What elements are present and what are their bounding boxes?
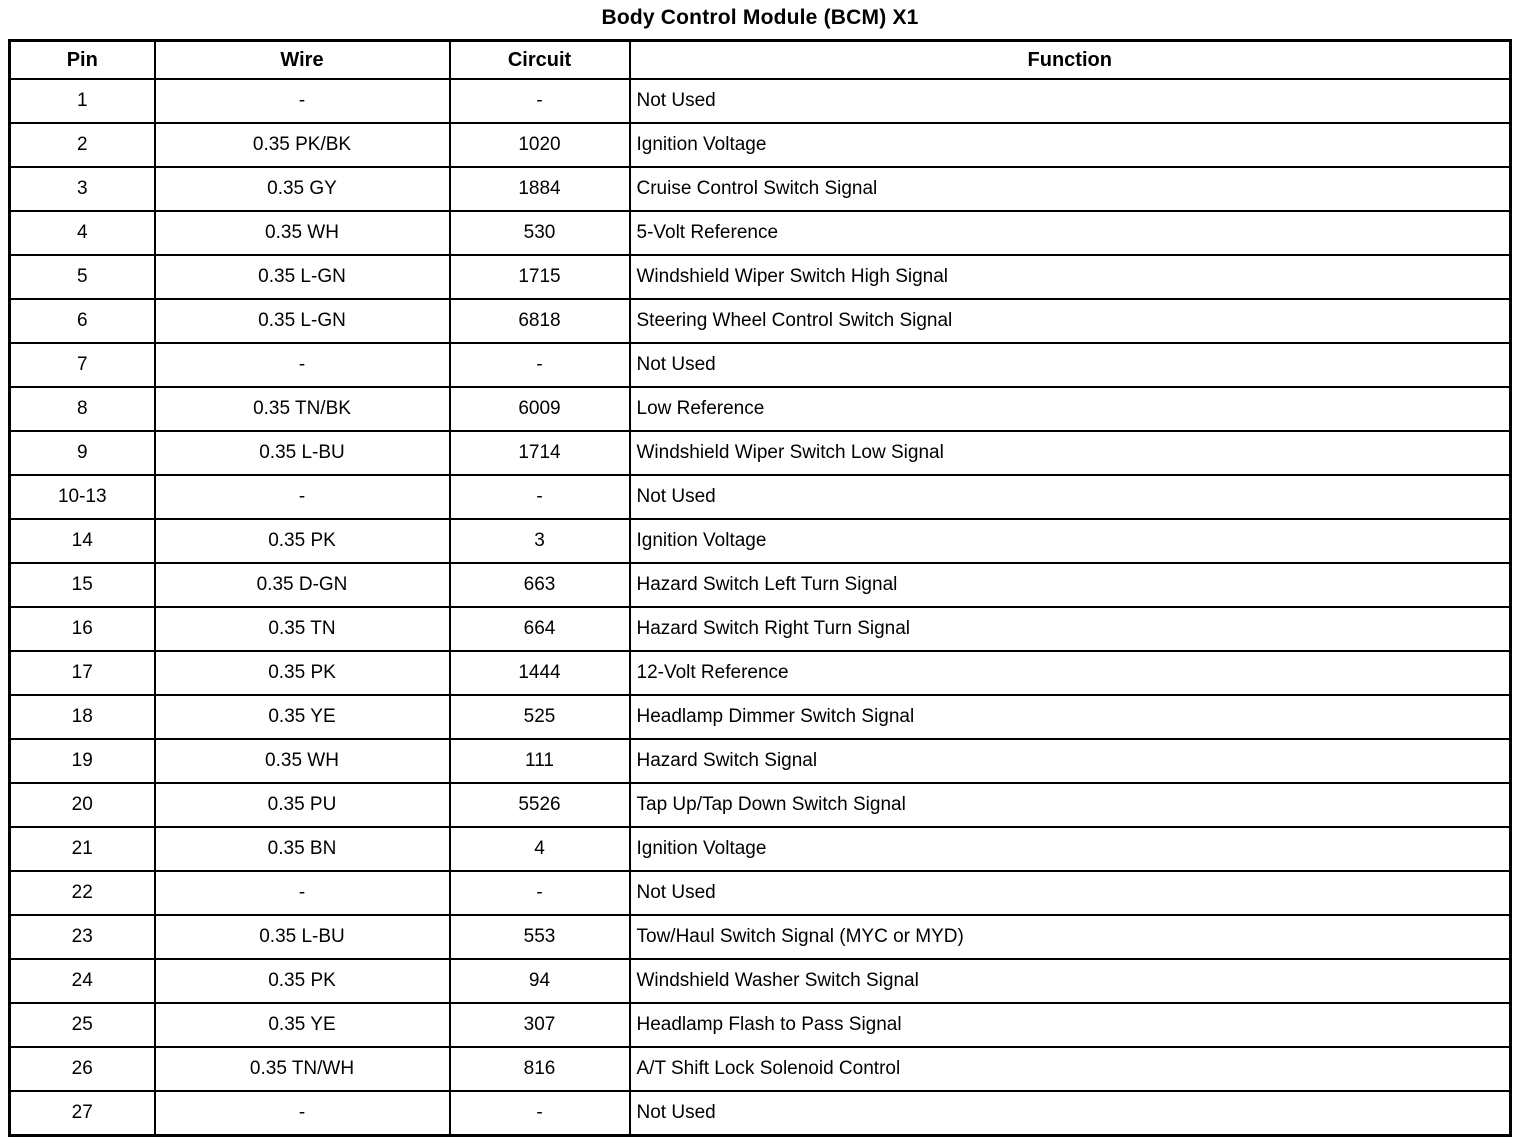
pin-cell: 10-13 <box>10 475 155 519</box>
pin-cell: 27 <box>10 1091 155 1136</box>
circuit-cell: 1715 <box>450 255 630 299</box>
function-cell: Headlamp Dimmer Switch Signal <box>630 695 1511 739</box>
pin-cell: 19 <box>10 739 155 783</box>
table-row <box>10 783 1511 827</box>
circuit-cell: 94 <box>450 959 630 1003</box>
bcm-pinout-table <box>8 39 1512 1137</box>
pin-cell: 3 <box>10 167 155 211</box>
table-row <box>10 255 1511 299</box>
table-row <box>10 79 1511 123</box>
function-cell: Hazard Switch Left Turn Signal <box>630 563 1511 607</box>
circuit-cell: 1020 <box>450 123 630 167</box>
header-row <box>10 41 1511 80</box>
function-cell: A/T Shift Lock Solenoid Control <box>630 1047 1511 1091</box>
column-header-wire: Wire <box>155 41 450 80</box>
wire-cell: 0.35 PK <box>155 651 450 695</box>
pin-cell: 8 <box>10 387 155 431</box>
function-cell: 5-Volt Reference <box>630 211 1511 255</box>
wire-cell: 0.35 GY <box>155 167 450 211</box>
wire-cell: 0.35 TN/BK <box>155 387 450 431</box>
function-cell: Cruise Control Switch Signal <box>630 167 1511 211</box>
table-row <box>10 211 1511 255</box>
table-row <box>10 827 1511 871</box>
circuit-cell: 1884 <box>450 167 630 211</box>
pin-cell: 6 <box>10 299 155 343</box>
pin-cell: 14 <box>10 519 155 563</box>
pin-cell: 25 <box>10 1003 155 1047</box>
function-cell: Windshield Wiper Switch Low Signal <box>630 431 1511 475</box>
wire-cell: 0.35 YE <box>155 1003 450 1047</box>
wire-cell: 0.35 BN <box>155 827 450 871</box>
table-row <box>10 343 1511 387</box>
pin-cell: 2 <box>10 123 155 167</box>
table-row <box>10 563 1511 607</box>
circuit-cell: 553 <box>450 915 630 959</box>
table-row <box>10 299 1511 343</box>
table-row <box>10 1047 1511 1091</box>
circuit-cell: 5526 <box>450 783 630 827</box>
wire-cell: 0.35 PK/BK <box>155 123 450 167</box>
circuit-cell: 530 <box>450 211 630 255</box>
circuit-cell: 6009 <box>450 387 630 431</box>
table-row <box>10 1003 1511 1047</box>
circuit-cell: 111 <box>450 739 630 783</box>
function-cell: Not Used <box>630 343 1511 387</box>
table-row <box>10 387 1511 431</box>
wire-cell: 0.35 PU <box>155 783 450 827</box>
table-header <box>10 41 1511 80</box>
circuit-cell: - <box>450 475 630 519</box>
column-header-function: Function <box>630 41 1511 80</box>
circuit-cell: 664 <box>450 607 630 651</box>
pin-cell: 5 <box>10 255 155 299</box>
function-cell: Low Reference <box>630 387 1511 431</box>
pin-cell: 22 <box>10 871 155 915</box>
circuit-cell: 525 <box>450 695 630 739</box>
pin-cell: 18 <box>10 695 155 739</box>
circuit-cell: 6818 <box>450 299 630 343</box>
wire-cell: 0.35 PK <box>155 519 450 563</box>
circuit-cell: 3 <box>450 519 630 563</box>
circuit-cell: 1714 <box>450 431 630 475</box>
wire-cell: - <box>155 1091 450 1136</box>
circuit-cell: - <box>450 79 630 123</box>
table-row <box>10 475 1511 519</box>
function-cell: Not Used <box>630 79 1511 123</box>
table-row <box>10 123 1511 167</box>
function-cell: Hazard Switch Signal <box>630 739 1511 783</box>
table-row <box>10 167 1511 211</box>
function-cell: Not Used <box>630 475 1511 519</box>
circuit-cell: - <box>450 1091 630 1136</box>
function-cell: Not Used <box>630 871 1511 915</box>
pin-cell: 15 <box>10 563 155 607</box>
circuit-cell: 4 <box>450 827 630 871</box>
function-cell: Ignition Voltage <box>630 123 1511 167</box>
wire-cell: - <box>155 871 450 915</box>
table-row <box>10 871 1511 915</box>
circuit-cell: 307 <box>450 1003 630 1047</box>
circuit-cell: 816 <box>450 1047 630 1091</box>
table-row <box>10 959 1511 1003</box>
pin-cell: 24 <box>10 959 155 1003</box>
wire-cell: - <box>155 475 450 519</box>
wire-cell: 0.35 TN/WH <box>155 1047 450 1091</box>
function-cell: Steering Wheel Control Switch Signal <box>630 299 1511 343</box>
function-cell: Not Used <box>630 1091 1511 1136</box>
table-row <box>10 695 1511 739</box>
table-row <box>10 431 1511 475</box>
page-title: Body Control Module (BCM) X1 <box>601 6 919 29</box>
circuit-cell: - <box>450 343 630 387</box>
column-header-circuit: Circuit <box>450 41 630 80</box>
wire-cell: 0.35 WH <box>155 211 450 255</box>
table-row <box>10 519 1511 563</box>
column-header-pin: Pin <box>10 41 155 80</box>
function-cell: 12-Volt Reference <box>630 651 1511 695</box>
circuit-cell: 1444 <box>450 651 630 695</box>
pin-cell: 20 <box>10 783 155 827</box>
wire-cell: 0.35 WH <box>155 739 450 783</box>
table-row <box>10 915 1511 959</box>
pin-cell: 21 <box>10 827 155 871</box>
table-row <box>10 607 1511 651</box>
wire-cell: 0.35 TN <box>155 607 450 651</box>
wire-cell: 0.35 L-GN <box>155 299 450 343</box>
wire-cell: 0.35 L-GN <box>155 255 450 299</box>
pin-cell: 9 <box>10 431 155 475</box>
function-cell: Ignition Voltage <box>630 827 1511 871</box>
wire-cell: 0.35 D-GN <box>155 563 450 607</box>
function-cell: Headlamp Flash to Pass Signal <box>630 1003 1511 1047</box>
table-row <box>10 651 1511 695</box>
circuit-cell: 663 <box>450 563 630 607</box>
function-cell: Tap Up/Tap Down Switch Signal <box>630 783 1511 827</box>
wire-cell: 0.35 L-BU <box>155 915 450 959</box>
circuit-cell: - <box>450 871 630 915</box>
function-cell: Windshield Washer Switch Signal <box>630 959 1511 1003</box>
pin-cell: 7 <box>10 343 155 387</box>
pin-cell: 17 <box>10 651 155 695</box>
pin-cell: 23 <box>10 915 155 959</box>
wire-cell: 0.35 YE <box>155 695 450 739</box>
wire-cell: 0.35 L-BU <box>155 431 450 475</box>
table-body <box>10 79 1511 1136</box>
table-row <box>10 1091 1511 1136</box>
pin-cell: 26 <box>10 1047 155 1091</box>
wire-cell: - <box>155 79 450 123</box>
function-cell: Ignition Voltage <box>630 519 1511 563</box>
function-cell: Windshield Wiper Switch High Signal <box>630 255 1511 299</box>
wire-cell: - <box>155 343 450 387</box>
wire-cell: 0.35 PK <box>155 959 450 1003</box>
function-cell: Tow/Haul Switch Signal (MYC or MYD) <box>630 915 1511 959</box>
pin-cell: 16 <box>10 607 155 651</box>
pin-cell: 1 <box>10 79 155 123</box>
function-cell: Hazard Switch Right Turn Signal <box>630 607 1511 651</box>
table-row <box>10 739 1511 783</box>
pin-cell: 4 <box>10 211 155 255</box>
